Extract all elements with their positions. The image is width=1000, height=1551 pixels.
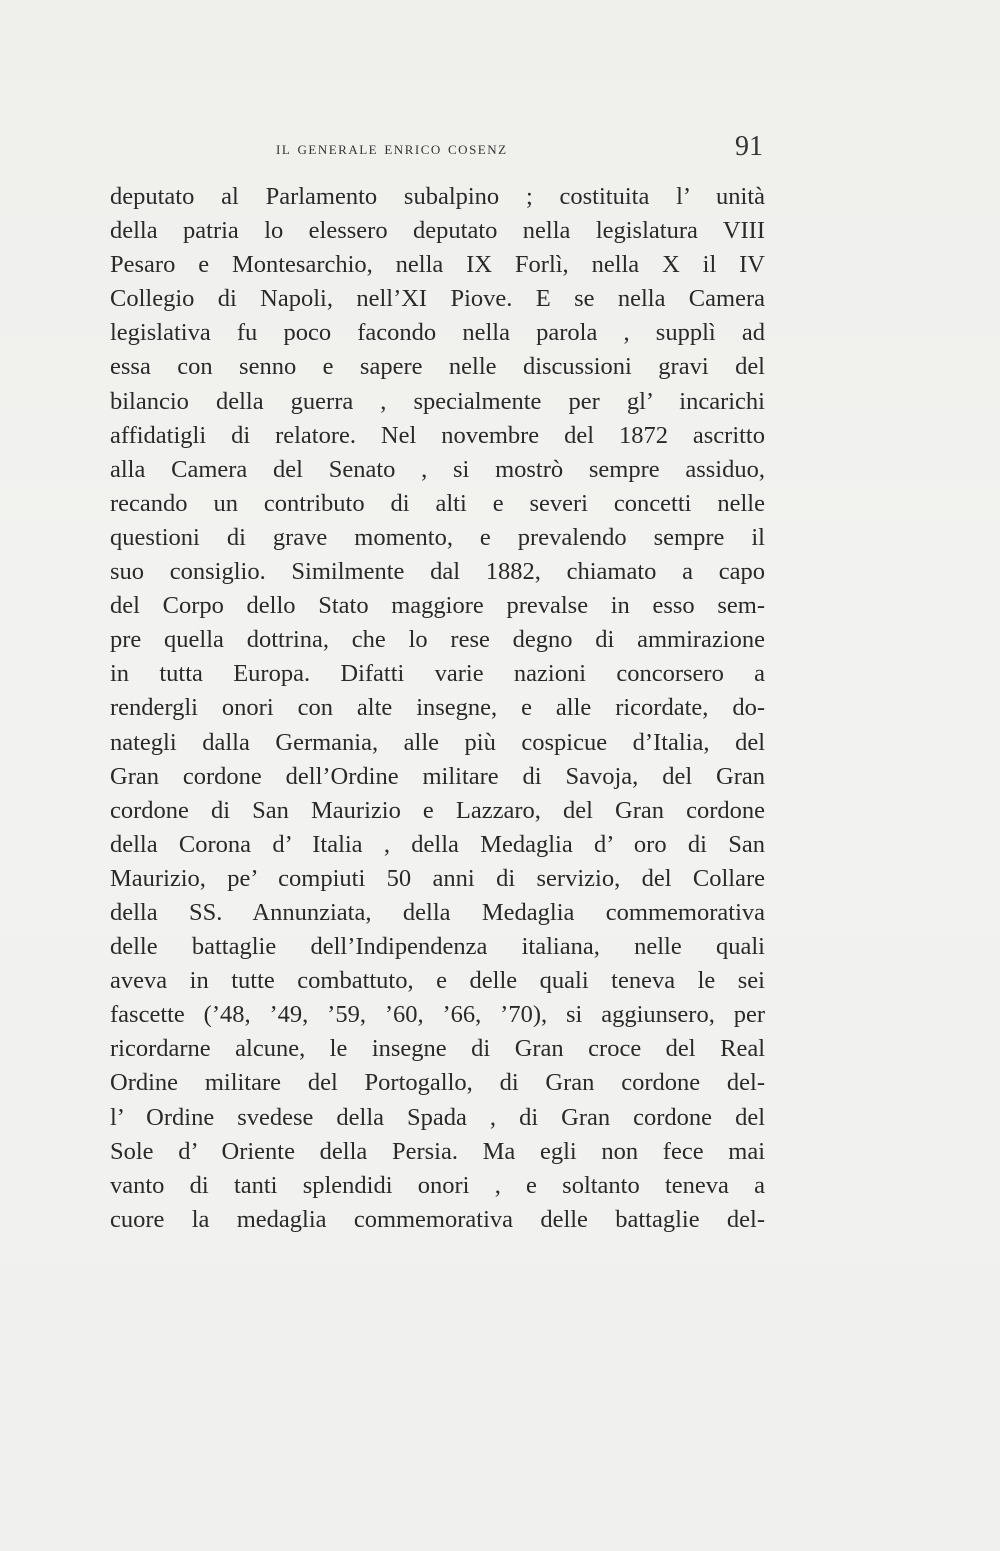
text-line: aveva in tutte combattuto, e delle quali teneva le sei xyxy=(110,967,765,995)
text-line: deputato al Parlamento subalpino ; costituita l’ unità xyxy=(110,183,765,210)
text-line: suo consiglio. Similmente dal 1882, chiamato a capo xyxy=(110,558,765,586)
text-line: l’ Ordine svedese della Spada , di Gran cordone del xyxy=(110,1103,765,1131)
text-line: della Corona d’ Italia , della Medaglia d’ oro di San xyxy=(110,830,765,858)
text-line: Sole d’ Oriente della Persia. Ma egli non fece mai xyxy=(110,1137,765,1165)
text-line: nategli dalla Germania, alle più cospicue d’Italia, del xyxy=(110,728,765,756)
text-line: rendergli onori con alte insegne, e alle ricordate, do- xyxy=(110,694,765,722)
text-line: essa con senno e sapere nelle discussioni gravi del xyxy=(110,353,765,381)
text-line: alla Camera del Senato , si mostrò sempre assiduo, xyxy=(110,455,765,483)
text-line: in tutta Europa. Difatti varie nazioni concorsero a xyxy=(110,660,765,688)
text-line: Ordine militare del Portogallo, di Gran cordone del- xyxy=(110,1069,765,1097)
body-text xyxy=(110,180,765,1237)
text-line: vanto di tanti splendidi onori , e soltanto teneva a xyxy=(110,1171,765,1199)
running-head xyxy=(276,131,763,167)
text-line: Pesaro e Montesarchio, nella IX Forlì, nella X il IV xyxy=(110,251,765,279)
text-line: cordone di San Maurizio e Lazzaro, del Gran cordone xyxy=(110,796,765,824)
text-line: delle battaglie dell’Indipendenza italiana, nelle quali xyxy=(110,933,765,961)
text-line: recando un contributo di alti e severi concetti nelle xyxy=(110,489,765,517)
text-line: Maurizio, pe’ compiuti 50 anni di servizio, del Collare xyxy=(110,864,765,892)
text-line: affidatigli di relatore. Nel novembre del 1872 ascritto xyxy=(110,421,765,449)
text-line: fascette (’48, ’49, ’59, ’60, ’66, ’70), si aggiunsero, per xyxy=(110,1001,765,1029)
text-line: questioni di grave momento, e prevalendo sempre il xyxy=(110,523,765,551)
text-line: cuore la medaglia commemorativa delle battaglie del- xyxy=(110,1205,765,1233)
text-line: ricordarne alcune, le insegne di Gran croce del Real xyxy=(110,1035,765,1063)
text-line: della SS. Annunziata, della Medaglia commemorativa xyxy=(110,898,765,926)
text-line: Gran cordone dell’Ordine militare di Savoja, del Gran xyxy=(110,762,765,790)
text-line: pre quella dottrina, che lo rese degno di ammirazione xyxy=(110,626,765,654)
text-line: Collegio di Napoli, nell’XI Piove. E se nella Camera xyxy=(110,285,765,313)
text-line: bilancio della guerra , specialmente per gl’ incarichi xyxy=(110,387,765,415)
text-line: della patria lo elessero deputato nella legislatura VIII xyxy=(110,217,765,245)
running-title: il generale enrico cosenz xyxy=(276,138,508,159)
text-line: del Corpo dello Stato maggiore prevalse in esso sem- xyxy=(110,592,765,620)
page-number: 91 xyxy=(735,131,763,162)
text-line: legislativa fu poco facondo nella parola , supplì ad xyxy=(110,319,765,347)
